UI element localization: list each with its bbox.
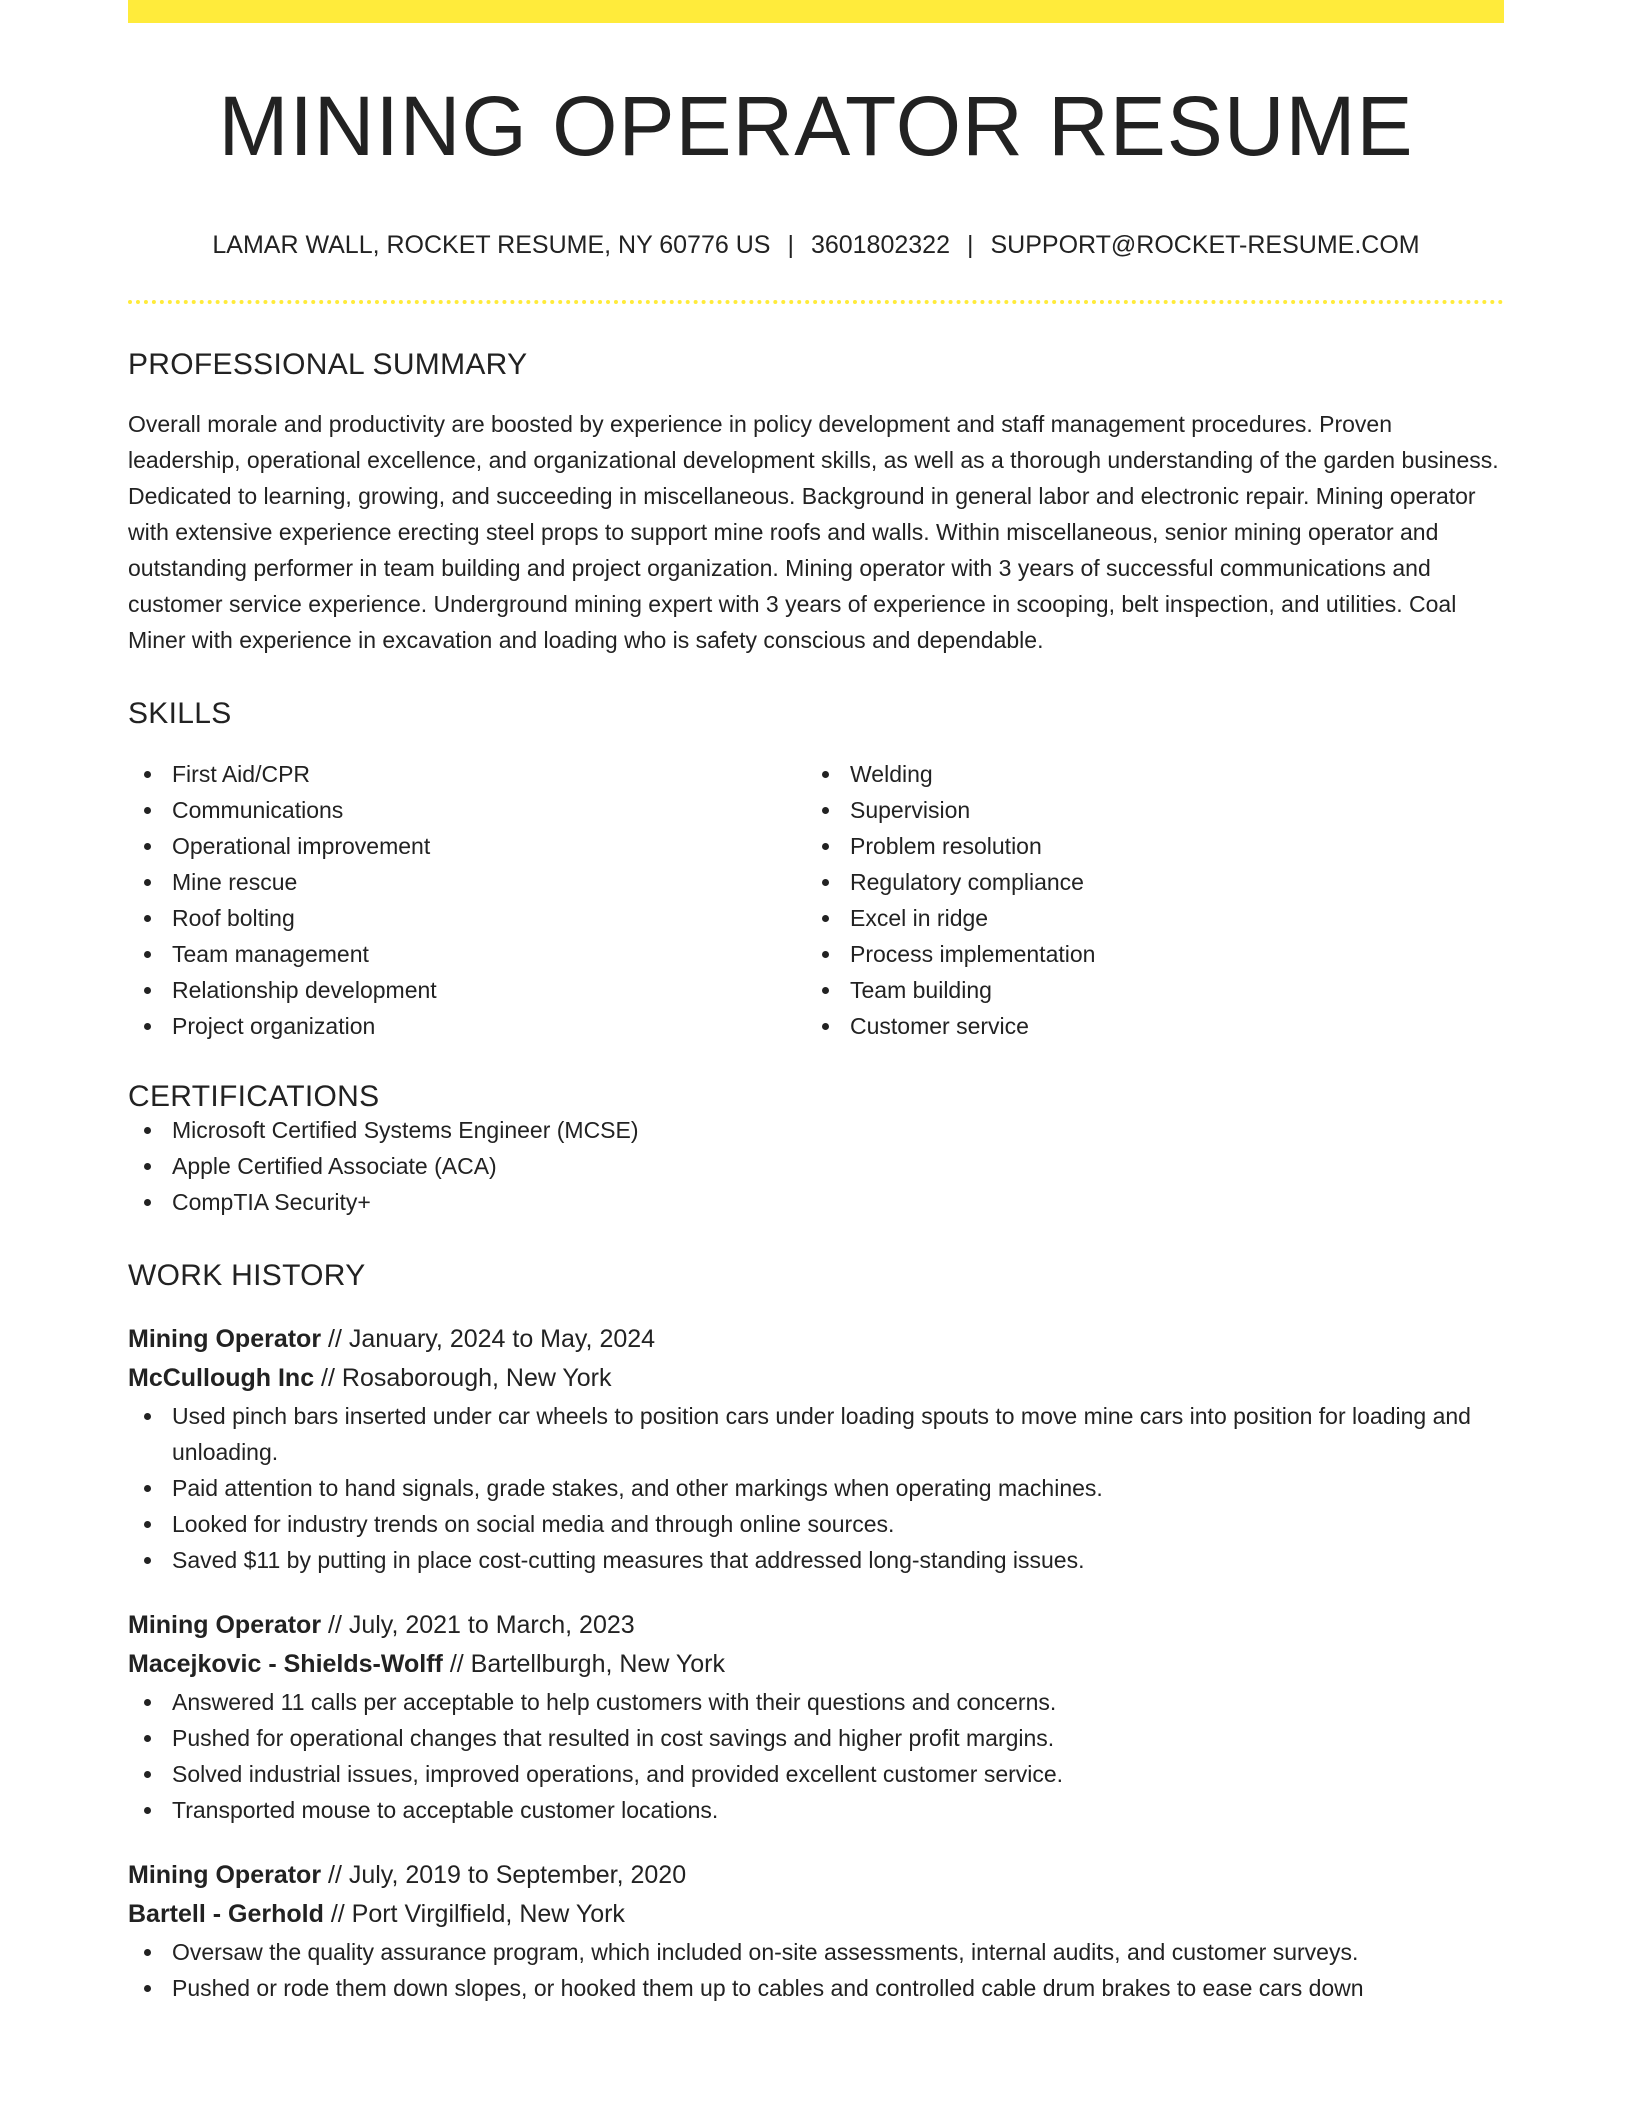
job-title-line [128,1320,1504,1359]
skill-item: Problem resolution [806,828,1484,864]
certification-item: Apple Certified Associate (ACA) [128,1148,1504,1184]
summary-heading: PROFESSIONAL SUMMARY [128,348,528,381]
skills-list-right [806,756,1484,1044]
page-title: MINING OPERATOR RESUME [218,79,1414,173]
job-title-line [128,1856,1504,1895]
contact-phone: 3601802322 [810,231,950,259]
job-duty-item: Pushed for operational changes that resulted in cost savings and higher profit margins. [128,1720,1504,1756]
job-duties-list [128,1684,1504,1828]
certifications-heading: CERTIFICATIONS [128,1080,380,1113]
job-duty-item: Used pinch bars inserted under car wheels to position cars under loading spouts to move mine cars into position for loading and unloading. [128,1398,1504,1470]
skill-item: Roof bolting [128,900,806,936]
summary-text: Overall morale and productivity are boosted by experience in policy development and staff management procedures. Proven leadership, operational excellence, and organizational development skills, as well as a thorough understanding of the garden business. Dedicated to learning, growing, and succeeding in miscellaneous. Background in general labor and electronic repair. Mining operator with extensive experience erecting steel props to support mine roofs and walls. Within miscellaneous, senior mining operator and outstanding performer in team building and project organization. Mining operator with 3 years of successful communications and customer service experience. Underground mining expert with 3 years of experience in scooping, belt inspection, and utilities. Coal Miner with experience in excavation and loading who is safety conscious and dependable. [128,411,1499,653]
job-duty-item: Oversaw the quality assurance program, which included on-site assessments, internal audits, and customer surveys. [128,1934,1504,1970]
certification-item: CompTIA Security+ [128,1184,1504,1220]
job-company: McCullough Inc [128,1364,315,1392]
skill-item: Supervision [806,792,1484,828]
skills-section [128,699,1504,1044]
job-dates: // January, 2024 to May, 2024 [321,1325,656,1353]
skills-list-left [128,756,806,1044]
job-location: // Port Virgilfield, New York [323,1900,625,1928]
skills-columns [128,756,1504,1044]
skill-item: Excel in ridge [806,900,1484,936]
skills-heading: SKILLS [128,697,232,730]
job-entry [128,1606,1504,1828]
skill-item: Communications [128,792,806,828]
skill-item: Project organization [128,1008,806,1044]
contact-line [128,233,1504,258]
skill-item: Relationship development [128,972,806,1008]
accent-top-bar [128,0,1504,23]
job-duty-item: Solved industrial issues, improved operations, and provided excellent customer service. [128,1756,1504,1792]
contact-separator: | [966,231,974,259]
work-history-heading: WORK HISTORY [128,1259,366,1292]
job-duty-item: Paid attention to hand signals, grade stakes, and other markings when operating machines. [128,1470,1504,1506]
job-company-line [128,1645,1504,1684]
job-title: Mining Operator [128,1861,322,1889]
job-duty-item: Saved $11 by putting in place cost-cutting measures that addressed long-standing issues. [128,1542,1504,1578]
job-title: Mining Operator [128,1325,322,1353]
job-duty-item: Looked for industry trends on social media and through online sources. [128,1506,1504,1542]
job-entry [128,1320,1504,1578]
certifications-list [128,1112,1504,1220]
job-title: Mining Operator [128,1611,322,1639]
job-company: Macejkovic - Shields-Wolff [128,1650,443,1678]
skill-item: Customer service [806,1008,1484,1044]
job-entry [128,1856,1504,2006]
skill-item: Regulatory compliance [806,864,1484,900]
dotted-divider [128,300,1504,304]
job-duty-item: Answered 11 calls per acceptable to help customers with their questions and concerns. [128,1684,1504,1720]
job-company-line [128,1895,1504,1934]
job-company-line [128,1359,1504,1398]
contact-email: SUPPORT@ROCKET-RESUME.COM [990,231,1420,259]
resume-page [128,0,1504,2006]
work-history-section [128,1261,1504,2006]
certification-item: Microsoft Certified Systems Engineer (MCSE) [128,1112,1504,1148]
certifications-section [128,1082,1504,1220]
job-duty-item: Pushed or rode them down slopes, or hooked them up to cables and controlled cable drum brakes to ease cars down [128,1970,1504,2006]
skill-item: Team building [806,972,1484,1008]
job-location: // Bartellburgh, New York [442,1650,725,1678]
contact-address: LAMAR WALL, ROCKET RESUME, NY 60776 US [212,231,771,259]
job-title-line [128,1606,1504,1645]
job-company: Bartell - Gerhold [128,1900,324,1928]
skill-item: First Aid/CPR [128,756,806,792]
skill-item: Welding [806,756,1484,792]
job-duties-list [128,1934,1504,2006]
job-duties-list [128,1398,1504,1578]
skill-item: Process implementation [806,936,1484,972]
skill-item: Mine rescue [128,864,806,900]
contact-separator: | [787,231,794,259]
job-location: // Rosaborough, New York [314,1364,612,1392]
job-duty-item: Transported mouse to acceptable customer locations. [128,1792,1504,1828]
summary-section [128,350,1504,658]
job-dates: // July, 2019 to September, 2020 [321,1861,687,1889]
skill-item: Operational improvement [128,828,806,864]
skill-item: Team management [128,936,806,972]
job-dates: // July, 2021 to March, 2023 [321,1611,635,1639]
